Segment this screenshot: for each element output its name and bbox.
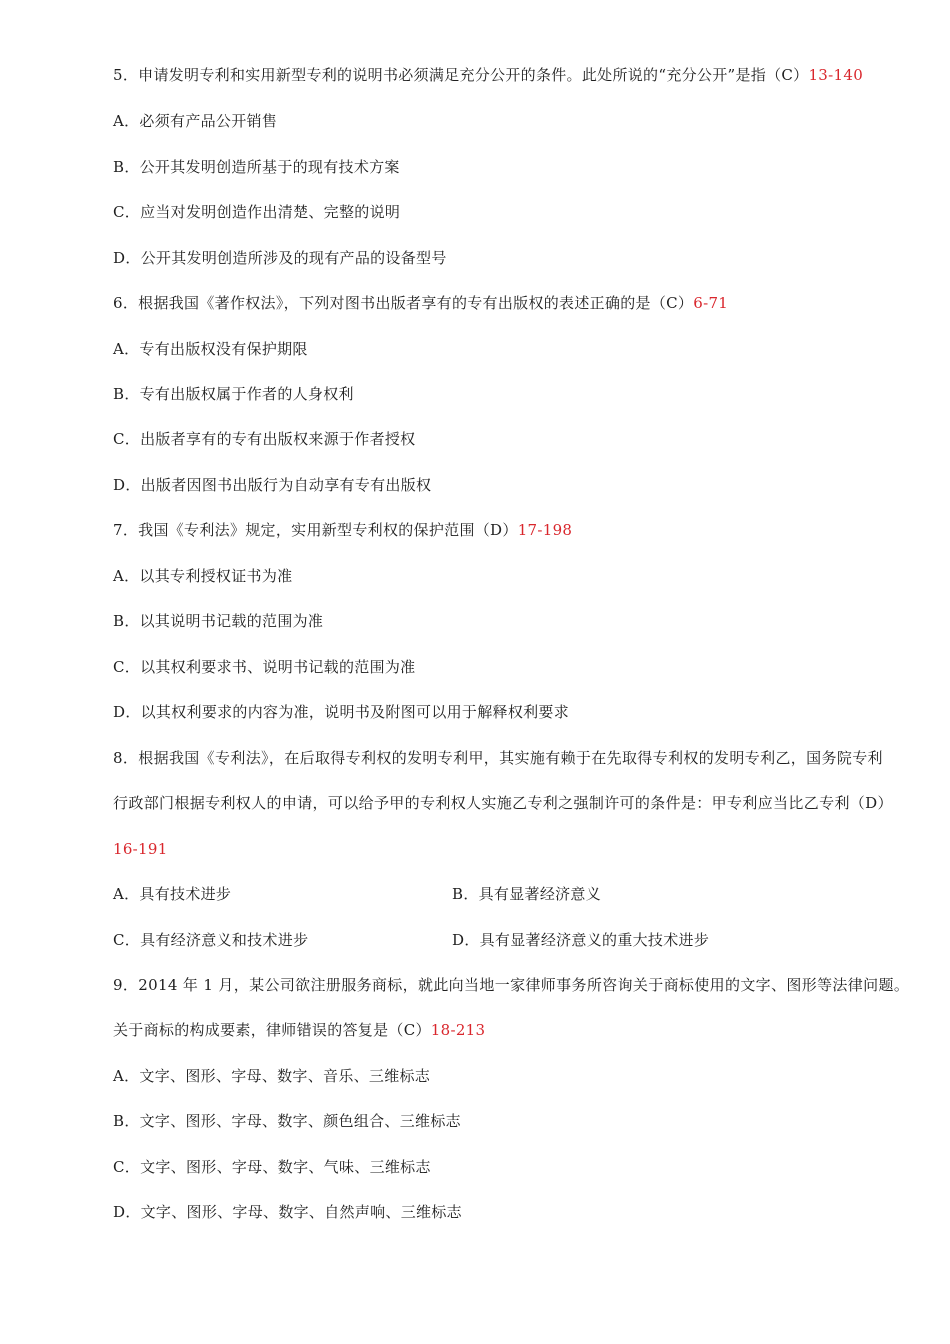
question-8-stem-line-2: 行政部门根据专利权人的申请，可以给予甲的专利权人实施乙专利之强制许可的条件是：甲专利应当比乙专利（D） xyxy=(113,794,893,812)
page-reference: 6-71 xyxy=(693,294,729,312)
option-b: B．具有显著经济意义 xyxy=(452,885,602,903)
option-d: D．出版者因图书出版行为自动享有专有出版权 xyxy=(113,476,432,494)
option-c: C．具有经济意义和技术进步 xyxy=(113,931,309,949)
question-7-stem: 7．我国《专利法》规定，实用新型专利权的保护范围（D）17-198 xyxy=(113,521,573,539)
option-b: B．以其说明书记载的范围为准 xyxy=(113,612,324,630)
option-d: D．文字、图形、字母、数字、自然声响、三维标志 xyxy=(113,1203,462,1221)
option-c: C．应当对发明创造作出清楚、完整的说明 xyxy=(113,203,401,221)
page-reference: 13-140 xyxy=(808,66,864,84)
option-b: B．文字、图形、字母、数字、颜色组合、三维标志 xyxy=(113,1112,461,1130)
page-reference: 16-191 xyxy=(113,840,168,858)
option-c: C．出版者享有的专有出版权来源于作者授权 xyxy=(113,430,416,448)
page-reference: 18-213 xyxy=(430,1021,486,1039)
option-c: C．文字、图形、字母、数字、气味、三维标志 xyxy=(113,1158,431,1176)
option-b: B．专有出版权属于作者的人身权利 xyxy=(113,385,354,403)
option-a: A．专有出版权没有保护期限 xyxy=(113,340,308,358)
option-b: B．公开其发明创造所基于的现有技术方案 xyxy=(113,158,400,176)
option-c: C．以其权利要求书、说明书记载的范围为准 xyxy=(113,658,416,676)
option-d: D．以其权利要求的内容为准，说明书及附图可以用于解释权利要求 xyxy=(113,703,570,721)
page-reference: 17-198 xyxy=(517,521,573,539)
option-a: A．必须有产品公开销售 xyxy=(113,112,278,130)
question-6-stem: 6．根据我国《著作权法》，下列对图书出版者享有的专有出版权的表述正确的是（C）6-71 xyxy=(113,294,729,312)
option-a: A．文字、图形、字母、数字、音乐、三维标志 xyxy=(113,1067,431,1085)
question-5-stem: 5．申请发明专利和实用新型专利的说明书必须满足充分公开的条件。此处所说的“充分公开”是指（C）13-140 xyxy=(113,66,864,84)
option-d: D．公开其发明创造所涉及的现有产品的设备型号 xyxy=(113,249,447,267)
question-9-stem-line-1: 9．2014 年 1 月，某公司欲注册服务商标，就此向当地一家律师事务所咨询关于商标使用的文字、图形等法律问题。 xyxy=(113,976,910,994)
question-9-stem-line-2: 关于商标的构成要素，律师错误的答复是（C）18-213 xyxy=(113,1021,486,1039)
question-8-stem-line-1: 8．根据我国《专利法》，在后取得专利权的发明专利甲，其实施有赖于在先取得专利权的发明专利乙，国务院专利 xyxy=(113,749,883,767)
option-a: A．以其专利授权证书为准 xyxy=(113,567,293,585)
option-a: A．具有技术进步 xyxy=(113,885,232,903)
option-d: D．具有显著经济意义的重大技术进步 xyxy=(452,931,710,949)
